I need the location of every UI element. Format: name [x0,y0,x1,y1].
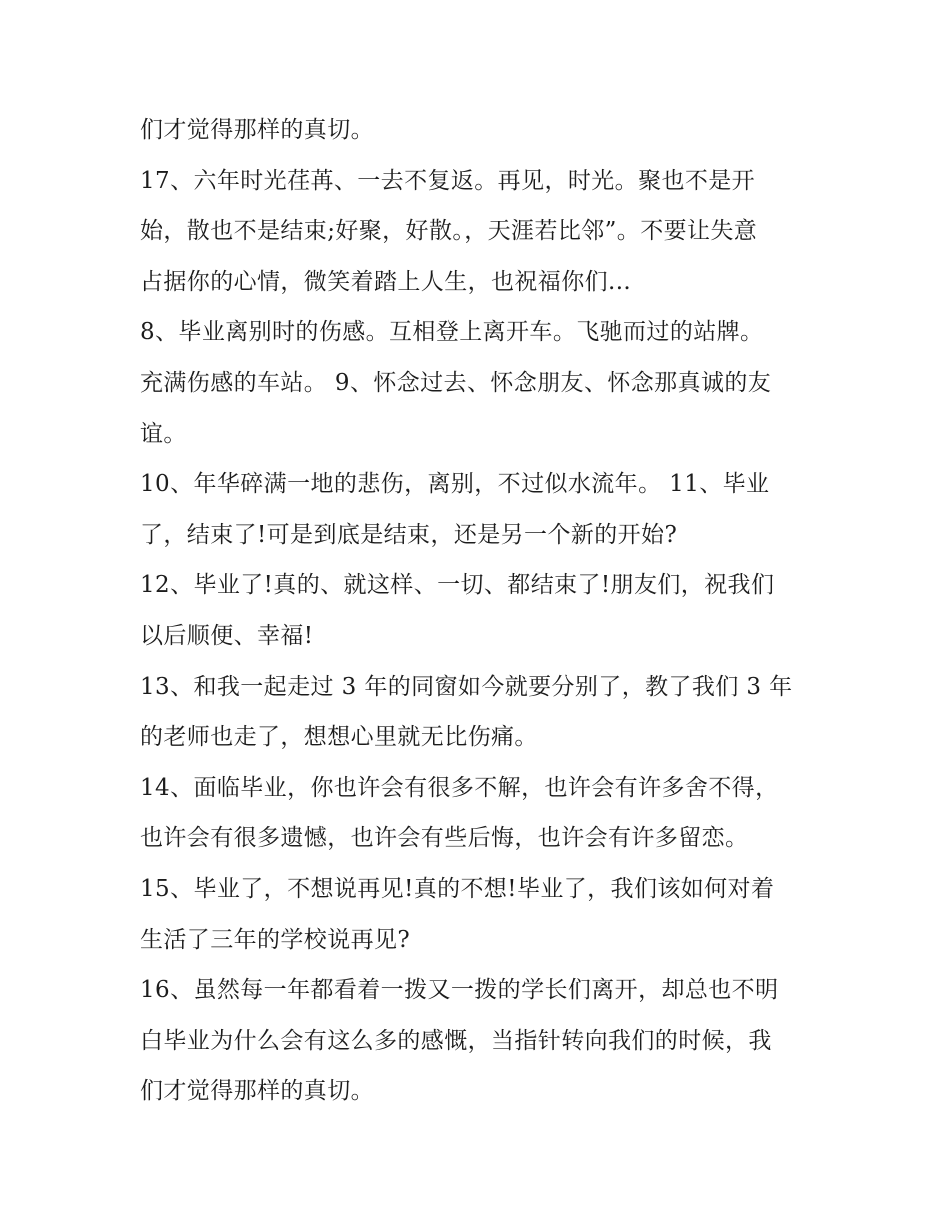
text-line: 也许会有很多遗憾，也许会有些后悔，也许会有许多留恋。 [140,825,749,851]
text-line: 白毕业为什么会有这么多的感慨，当指针转向我们的时候，我 [140,1028,772,1054]
text-line: 占据你的心情，微笑着踏上人生，也祝福你们... [140,269,632,295]
text-line: 以后顺便、幸福! [140,623,314,649]
text-line: 生活了三年的学校说再见? [140,927,411,953]
text-line: 谊。 [140,421,187,447]
text-line: 16、虽然每一年都看着一拨又一拨的学长们离开，却总也不明 [140,977,779,1003]
text-line: 8、毕业离别时的伤感。互相登上离开车。飞驰而过的站牌。 [140,319,764,345]
text-line: 们才觉得那样的真切。 [140,117,374,143]
text-line: 的老师也走了，想想心里就无比伤痛。 [140,724,538,750]
text-line: 14、面临毕业，你也许会有很多不解，也许会有许多舍不得， [140,775,779,801]
text-line: 充满伤感的车站。 9、怀念过去、怀念朋友、怀念那真诚的友 [140,370,772,396]
text-line: 始，散也不是结束;好聚，好散。，天涯若比邻”。不要让失意 [140,218,758,244]
text-line: 们才觉得那样的真切。 [140,1078,374,1104]
text-line: 15、毕业了，不想说再见!真的不想!毕业了，我们该如何对着 [140,876,775,902]
text-line: 17、六年时光荏苒、一去不复返。再见，时光。聚也不是开 [140,168,756,194]
text-line: 10、年华碎满一地的悲伤，离别，不过似水流年。 11、毕业 [140,471,770,497]
text-line: 13、和我一起走过 3 年的同窗如今就要分别了，教了我们 3 年 [140,674,793,700]
text-line: 了，结束了!可是到底是结束，还是另一个新的开始? [140,522,678,548]
text-line: 12、毕业了!真的、就这样、一切、都结束了!朋友们，祝我们 [140,572,775,598]
